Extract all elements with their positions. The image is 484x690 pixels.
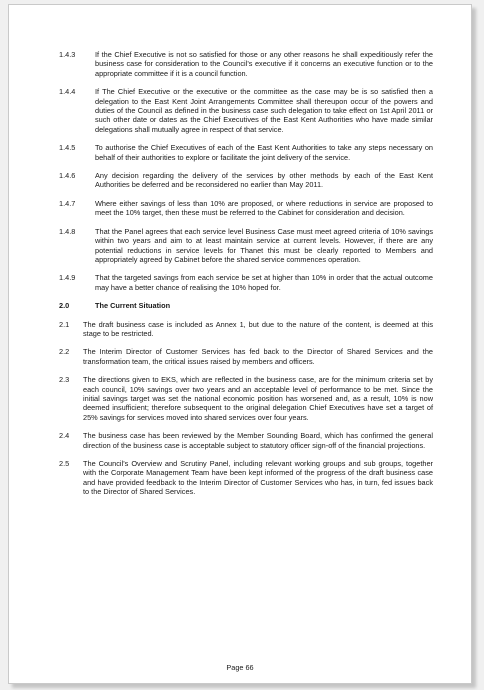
document-page bbox=[8, 4, 472, 684]
paragraph-text: The business case has been reviewed by the Member Sounding Board, which has confirmed the general direction of the business case is acceptable subject to statutory officer sign-off of the financial projections. bbox=[83, 431, 433, 450]
paragraph-text: That the Panel agrees that each service level Business Case must meet agreed criteria of 10% savings within two years and aim to at least maintain service at current levels. However, if there are any potential reductions in service levels for Thanet this must be clearly reported to Members and appropriately agreed by Cabinet before the shared service commences operation. bbox=[95, 226, 433, 264]
paragraph-text: The draft business case is included as Annex 1, but due to the nature of the content, is deemed at this stage to be restricted. bbox=[83, 319, 433, 338]
numbered-paragraph-2-2 bbox=[59, 347, 433, 366]
numbered-paragraph-1-4-4 bbox=[59, 87, 433, 134]
paragraph-number: 1.4.6 bbox=[59, 171, 76, 181]
paragraph-number: 1.4.3 bbox=[59, 50, 76, 59]
paragraph-number: 2.5 bbox=[59, 459, 70, 468]
paragraph-text: To authorise the Chief Executives of each of the East Kent Authorities to take any steps necessary on behalf of their authorities to explore or facilitate the joint delivery of the service. bbox=[95, 143, 433, 162]
paragraph-number: 1.4.7 bbox=[59, 198, 76, 208]
numbered-paragraph-2-5 bbox=[59, 459, 433, 497]
paragraph-text: The Council’s Overview and Scrutiny Panel, including relevant working groups and sub groups, together with the Corporate Management Team have been kept informed of the progress of the draft business case and have provided feedback to the Interim Director of Customer Services who has, in turn, fed issues back to the Director of Shared Services. bbox=[83, 459, 433, 497]
paragraph-number: 2.2 bbox=[59, 347, 70, 357]
paragraph-number: 2.3 bbox=[59, 375, 70, 385]
paragraph-text: Any decision regarding the delivery of the services by other methods by each of the East Kent Authorities be deferred and be reconsidered no earlier than May 2011. bbox=[95, 171, 433, 190]
paragraph-text: Where either savings of less than 10% are proposed, or where reductions in service are proposed to meet the 10% target, then these must be referred to the Cabinet for consideration and decision. bbox=[95, 198, 433, 218]
paragraph-text: If The Chief Executive or the executive or the committee as the case may be is so satisfied then a delegation to the East Kent Joint Arrangements Committee shall thereupon occur of the powers and duties of the Council as defined in the business case such delegation to take effect on 1st April 2011 or such other date or dates as the Chief Executives of the East Kent Authorities who have made similar delegations shall mutually agree in respect of that service. bbox=[95, 87, 433, 134]
page-content bbox=[59, 50, 433, 506]
numbered-paragraph-1-4-6 bbox=[59, 171, 433, 190]
paragraph-number: 1.4.5 bbox=[59, 143, 76, 153]
numbered-paragraph-1-4-7 bbox=[59, 199, 433, 218]
paragraph-text: That the targeted savings from each service be set at higher than 10% in order that the actual outcome may have a better chance of realising the 10% hoped for. bbox=[95, 273, 433, 292]
paragraph-number: 2.1 bbox=[59, 319, 70, 329]
section-number: 2.0 bbox=[59, 301, 70, 311]
paragraph-number: 1.4.4 bbox=[59, 87, 76, 97]
section-heading bbox=[59, 301, 433, 310]
section-title: The Current Situation bbox=[95, 301, 171, 311]
paragraph-number: 2.4 bbox=[59, 431, 70, 441]
numbered-paragraph-2-4 bbox=[59, 431, 433, 450]
numbered-paragraph-1-4-8 bbox=[59, 227, 433, 265]
paragraph-text: The directions given to EKS, which are reflected in the business case, are for the minimum criteria set by each council, 10% savings over two years and an acceptable level of performance to be met. Since the initial savings target was set the national economic position has worsened and, as a result, 10% is now deemed insufficient; therefore subsequent to the original delegation Chief Executives have set a target of 25% savings for services moved into shared services over four years. bbox=[83, 375, 433, 422]
numbered-paragraph-1-4-9 bbox=[59, 273, 433, 292]
paragraph-number: 1.4.8 bbox=[59, 226, 76, 236]
numbered-paragraph-1-4-3 bbox=[59, 50, 433, 78]
paragraph-text: If the Chief Executive is not so satisfied for those or any other reasons he shall expeditiously refer the business case for consideration to the Council’s executive if it concerns an executive function or to the appropriate committee if it is a council function. bbox=[95, 50, 433, 78]
paragraph-text: The Interim Director of Customer Services has fed back to the Director of Shared Services and the transformation team, the critical issues raised by members and officers. bbox=[83, 347, 433, 366]
numbered-paragraph-2-1 bbox=[59, 320, 433, 339]
page-number-footer: Page 66 bbox=[226, 663, 254, 672]
paragraph-number: 1.4.9 bbox=[59, 273, 76, 283]
numbered-paragraph-1-4-5 bbox=[59, 143, 433, 162]
numbered-paragraph-2-3 bbox=[59, 375, 433, 422]
